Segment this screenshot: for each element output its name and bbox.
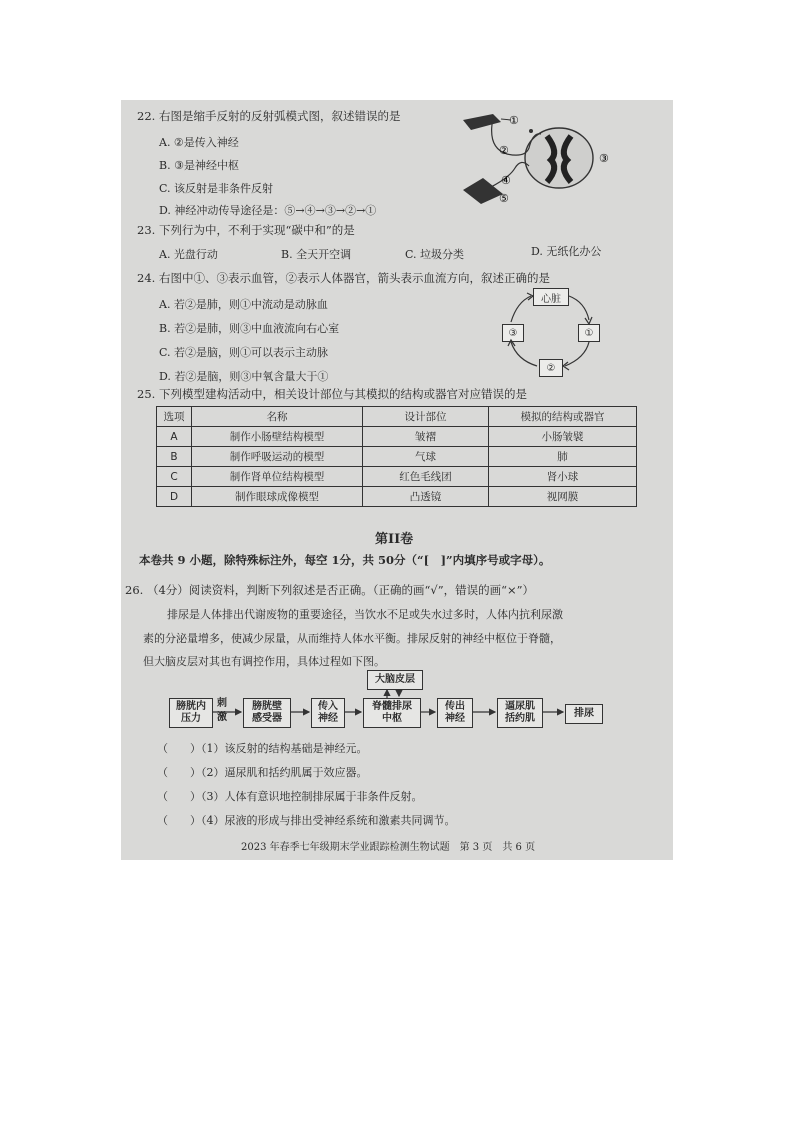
- muscle-box: 逼尿肌 括约肌: [497, 698, 543, 728]
- table-cell: B: [157, 447, 192, 467]
- table-cell: 气球: [363, 447, 489, 467]
- spinal-cord-shape: [525, 128, 593, 188]
- q26-item-3: （ ）（3）人体有意识地控制排尿属于非条件反射。: [157, 790, 423, 803]
- q23-option-d: D. 无纸化办公: [531, 245, 602, 258]
- q22-option-d: D. 神经冲动传导途径是：⑤→④→③→②→①: [159, 204, 377, 217]
- q24-stem: 24. 右图中①、③表示血管，②表示人体器官，箭头表示血流方向，叙述正确的是: [137, 271, 550, 285]
- table-cell: 凸透镜: [363, 487, 489, 507]
- q23-option-a: A. 光盘行动: [159, 248, 218, 261]
- label-2: ②: [499, 144, 509, 157]
- table-cell: A: [157, 427, 192, 447]
- urination-box: 排尿: [565, 704, 603, 724]
- table-cell: 视网膜: [489, 487, 637, 507]
- model-table: [156, 406, 637, 507]
- effector-shape: [463, 114, 501, 130]
- table-cell: C: [157, 467, 192, 487]
- node-2-box: ②: [539, 359, 563, 377]
- table-row: [157, 447, 637, 467]
- q24-option-d: D. 若②是脑，则③中氧含量大于①: [159, 370, 329, 383]
- section-instruction: 本卷共 9 小题，除特殊标注外，每空 1分，共 50分（“[ ]”内填序号或字母）。: [139, 553, 551, 567]
- table-cell: 制作眼球成像模型: [192, 487, 363, 507]
- node-3-box: ③: [502, 324, 524, 342]
- table-cell: 肺: [489, 447, 637, 467]
- q26-paragraph-line: 素的分泌量增多，使减少尿量，从而维持人体水平衡。排尿反射的神经中枢位于脊髓，: [143, 632, 561, 645]
- receptor-shape: [463, 178, 503, 204]
- table-row: [157, 487, 637, 507]
- label-5: ⑤: [499, 192, 509, 205]
- q24-option-a: A. 若②是肺，则①中流动是动脉血: [159, 298, 328, 311]
- q22-option-b: B. ③是神经中枢: [159, 159, 239, 172]
- heart-box: 心脏: [533, 288, 569, 306]
- q26-stem: 26. （4分）阅读资料，判断下列叙述是否正确。（正确的画“√”，错误的画“×”）: [125, 583, 534, 597]
- q22-stem: 22. 右图是缩手反射的反射弧模式图，叙述错误的是: [137, 109, 401, 123]
- q24-option-c: C. 若②是脑，则①可以表示主动脉: [159, 346, 329, 359]
- table-cell: 肾小球: [489, 467, 637, 487]
- afferent-nerve-box: 传入 神经: [311, 698, 345, 728]
- q25-stem: 25. 下列模型建构活动中，相关设计部位与其模拟的结构或器官对应错误的是: [137, 387, 527, 401]
- section-title: 第II卷: [375, 532, 414, 547]
- cortex-box: 大脑皮层: [367, 670, 423, 690]
- bladder-pressure-box: 膀胱内 压力: [169, 698, 213, 728]
- q26-paragraph-line: 排尿是人体排出代谢废物的重要途径，当饮水不足或失水过多时，人体内抗利尿激: [167, 608, 563, 621]
- table-header: 设计部位: [363, 407, 489, 427]
- q26-item-1: （ ）（1）该反射的结构基础是神经元。: [157, 742, 368, 755]
- spinal-center-box: 脊髓排尿 中枢: [363, 698, 421, 728]
- receptor-box: 膀胱壁 感受器: [243, 698, 291, 728]
- table-cell: 小肠皱襞: [489, 427, 637, 447]
- stimulus-label: 刺 激: [217, 698, 227, 723]
- q22-option-c: C. 该反射是非条件反射: [159, 182, 274, 195]
- node-1-box: ①: [578, 324, 600, 342]
- q26-item-4: （ ）（4）尿液的形成与排出受神经系统和激素共同调节。: [157, 814, 456, 827]
- label-4: ④: [501, 174, 511, 187]
- q24-option-b: B. 若②是肺，则③中血液流向右心室: [159, 322, 340, 335]
- q22-option-a: A. ②是传入神经: [159, 136, 239, 149]
- q23-stem: 23. 下列行为中，不利于实现“碳中和”的是: [137, 223, 355, 237]
- table-header-row: [157, 407, 637, 427]
- table-cell: 皱褶: [363, 427, 489, 447]
- table-cell: D: [157, 487, 192, 507]
- efferent-nerve-box: 传出 神经: [437, 698, 473, 728]
- q23-option-c: C. 垃圾分类: [405, 248, 465, 261]
- circulation-arrows: [499, 286, 603, 378]
- page-footer: 2023 年春季七年级期末学业跟踪检测生物试题 第 3 页 共 6 页: [241, 842, 536, 853]
- reflex-arc-diagram: [459, 108, 625, 208]
- table-cell: 制作呼吸运动的模型: [192, 447, 363, 467]
- label-1: ①: [509, 114, 519, 127]
- table-row: [157, 427, 637, 447]
- table-cell: 制作肾单位结构模型: [192, 467, 363, 487]
- table-row: [157, 467, 637, 487]
- table-header: 模拟的结构或器官: [489, 407, 637, 427]
- flow-arrows: [121, 660, 673, 740]
- label-3: ③: [599, 152, 609, 165]
- q26-item-2: （ ）（2）逼尿肌和括约肌属于效应器。: [157, 766, 368, 779]
- table-cell: 制作小肠壁结构模型: [192, 427, 363, 447]
- q23-option-b: B. 全天开空调: [281, 248, 352, 261]
- table-header: 名称: [192, 407, 363, 427]
- table-cell: 红色毛线团: [363, 467, 489, 487]
- q26-paragraph-line: 但大脑皮层对其也有调控作用，具体过程如下图。: [143, 655, 385, 668]
- exam-page: [121, 100, 673, 860]
- table-header: 选项: [157, 407, 192, 427]
